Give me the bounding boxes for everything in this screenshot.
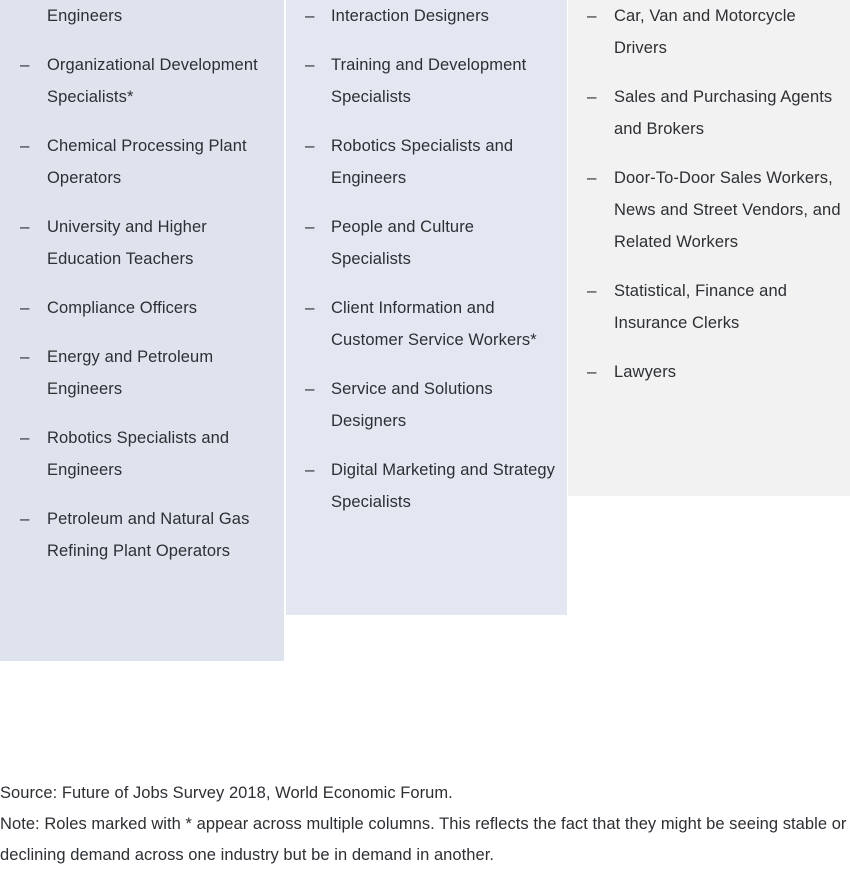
dash-icon: – <box>587 168 597 187</box>
dash-icon: – <box>587 281 597 300</box>
list-item <box>0 503 264 567</box>
column-2 <box>286 0 567 615</box>
dash-icon: – <box>587 87 597 106</box>
list-item <box>0 49 264 113</box>
list-item-label: Robotics Specialists and Engineers <box>331 137 514 187</box>
list-item <box>286 0 567 32</box>
list-item-label: Car, Van and Motorcycle Drivers <box>614 7 796 57</box>
list-item-label: Organizational Development Specialists* <box>47 56 258 106</box>
dash-icon: – <box>20 347 30 366</box>
column-2-list <box>286 0 567 518</box>
list-item-label: University and Higher Education Teachers <box>47 218 207 268</box>
column-1-continuation-line: Engineers <box>47 7 123 25</box>
list-item <box>568 0 850 64</box>
list-item-label: People and Culture Specialists <box>331 218 475 268</box>
list-item-label: Digital Marketing and Strategy Specialists <box>331 461 556 511</box>
list-item <box>286 49 567 113</box>
list-item-label: Compliance Officers <box>47 299 198 317</box>
source-note: Source: Future of Jobs Survey 2018, World Economic Forum. <box>0 784 453 802</box>
column-3 <box>568 0 850 496</box>
list-item-label: Chemical Processing Plant Operators <box>47 137 247 187</box>
list-item <box>0 422 264 486</box>
dash-icon: – <box>305 217 315 236</box>
list-item <box>286 211 567 275</box>
dash-icon: – <box>305 460 315 479</box>
list-item <box>568 356 850 388</box>
list-item <box>286 373 567 437</box>
list-item-label: Energy and Petroleum Engineers <box>47 348 214 398</box>
list-item-label: Petroleum and Natural Gas Refining Plant Operators <box>47 510 250 560</box>
dash-icon: – <box>587 362 597 381</box>
list-item <box>568 275 850 339</box>
dash-icon: – <box>20 509 30 528</box>
dash-icon: – <box>305 136 315 155</box>
asterisk-note: Note: Roles marked with * appear across multiple columns. This reflects the fact that they might be seeing stable or declining demand across one industry but be in demand in another. <box>0 815 847 864</box>
dash-icon: – <box>20 428 30 447</box>
list-item <box>286 292 567 356</box>
list-item-label: Client Information and Customer Service Workers* <box>331 299 537 349</box>
column-1-list <box>0 0 284 567</box>
list-item-label: Service and Solutions Designers <box>331 380 493 430</box>
dash-icon: – <box>20 298 30 317</box>
list-item-label: Training and Development Specialists <box>331 56 527 106</box>
list-item-label: Robotics Specialists and Engineers <box>47 429 230 479</box>
list-item <box>568 81 850 145</box>
list-item-label: Interaction Designers <box>331 7 490 25</box>
dash-icon: – <box>305 379 315 398</box>
column-3-list <box>568 0 850 388</box>
dash-icon: – <box>20 55 30 74</box>
list-item <box>0 341 264 405</box>
dash-icon: – <box>20 217 30 236</box>
figure-footnotes <box>0 778 850 871</box>
list-item <box>286 130 567 194</box>
list-item <box>568 162 850 258</box>
column-1 <box>0 0 284 661</box>
list-item <box>0 130 264 194</box>
dash-icon: – <box>305 298 315 317</box>
dash-icon: – <box>587 6 597 25</box>
list-item <box>286 454 567 518</box>
list-item-label: Lawyers <box>614 363 677 381</box>
list-item <box>0 292 264 324</box>
dash-icon: – <box>20 136 30 155</box>
list-item-label: Door-To-Door Sales Workers, News and Street Vendors, and Related Workers <box>614 169 841 251</box>
list-item-label: Sales and Purchasing Agents and Brokers <box>614 88 833 138</box>
dash-icon: – <box>305 55 315 74</box>
dash-icon: – <box>305 6 315 25</box>
list-item <box>0 211 264 275</box>
list-item-label: Statistical, Finance and Insurance Clerks <box>614 282 787 332</box>
